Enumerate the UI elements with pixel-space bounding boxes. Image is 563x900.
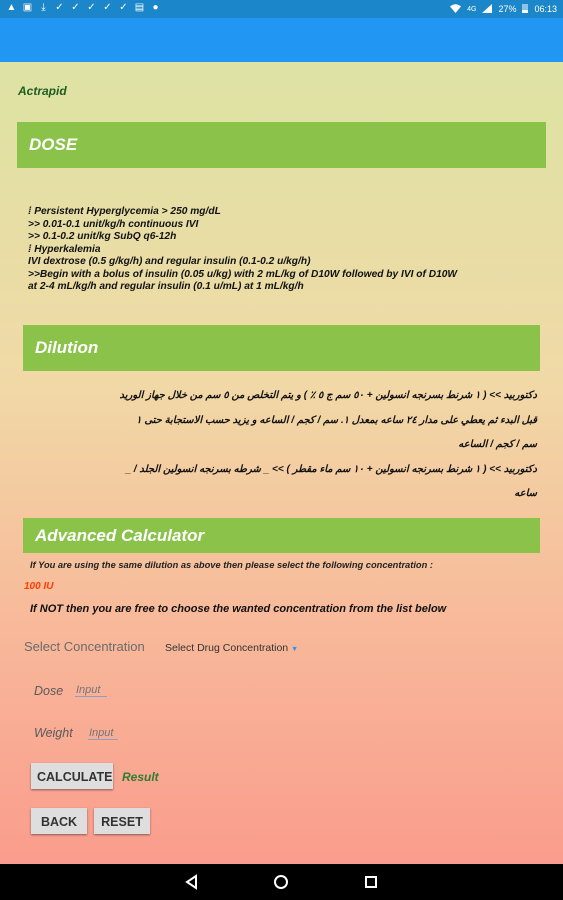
advanced-section-header <box>23 518 540 553</box>
dose-line: >>Begin with a bolus of insulin (0.05 u/kg) with 2 mL/kg of D10W followed by IVI of D10W <box>28 268 458 280</box>
battery-icon <box>522 3 528 15</box>
dilution-line: قبل البدء ثم يعطي على مدار ٢٤ ساعه بمعدل ١. سم / كجم / الساعه و يزيد حسب الاستجابة حتى ١ <box>136 414 537 426</box>
shield-icon: ● <box>152 2 159 13</box>
dilution-text <box>22 384 537 507</box>
dose-text <box>28 206 548 294</box>
system-status <box>450 3 557 15</box>
image-icon: ▣ <box>22 2 33 13</box>
dose-line: >> 0.1-0.2 unit/kg SubQ q6-12h <box>28 231 177 242</box>
dilution-line: دكتوربيد >> ( ١ شرنط بسرنجه انسولين + ١٠ سم ماء مقطر ) >> _ شرطه بسرنجه انسولين الجلد / _ <box>125 463 537 475</box>
weight-label: Weight <box>34 726 73 740</box>
content-area[interactable] <box>0 62 563 864</box>
check-icon: ✓ <box>103 2 112 13</box>
dropdown-caret-icon: ▼ <box>291 646 299 653</box>
result-text: Result <box>122 770 159 784</box>
dose-section-header <box>17 122 546 168</box>
dilution-line: دكتوربيد >> ( ١ شرنط بسرنجه انسولين + ٥٠ سم ج ٥ ٪ ) و يتم التخلص من ٥ سم من خلال جهاز الوريد <box>119 390 537 401</box>
check-icon: ✓ <box>71 2 80 13</box>
dilution-section-title: Dilution <box>35 338 99 357</box>
calculate-button[interactable]: CALCULATE <box>31 763 113 789</box>
dose-input[interactable] <box>75 684 107 697</box>
weight-input[interactable] <box>88 727 118 740</box>
dose-line: >> 0.01-0.1 unit/kg/h continuous IVI <box>28 218 199 230</box>
concentration-value: 100 IU <box>24 581 54 592</box>
reset-button[interactable]: RESET <box>94 808 150 834</box>
dilution-line: ساعه <box>514 488 537 499</box>
dose-section-title: DOSE <box>29 135 78 154</box>
back-nav-icon[interactable] <box>184 874 200 890</box>
dose-line: at 2-4 mL/kg/h and regular insulin (0.1 u/mL) at 1 mL/kg/h <box>28 281 304 292</box>
dilution-section-header <box>23 325 540 371</box>
battery-percent: 27% <box>498 4 517 14</box>
dilution-line: سم / كجم / الساعه <box>458 439 537 450</box>
dose-line: IVI dextrose (0.5 g/kg/h) and regular insulin (0.1-0.2 u/kg/h) <box>28 256 311 267</box>
home-nav-icon[interactable] <box>273 874 289 890</box>
advanced-section-title: Advanced Calculator <box>35 525 205 545</box>
dose-line: ⁞ Hyperkalemia <box>28 243 101 255</box>
clock: 06:13 <box>534 4 557 14</box>
status-bar <box>0 0 563 18</box>
warning-icon: ▲ <box>6 2 17 13</box>
signal-icon <box>482 4 492 15</box>
dose-line: ⁞ Persistent Hyperglycemia > 250 mg/dL <box>28 206 221 217</box>
check-icon: ✓ <box>87 2 96 13</box>
concentration-dropdown[interactable] <box>165 642 298 654</box>
check-icon: ✓ <box>55 2 64 13</box>
navigation-bar <box>0 864 563 900</box>
back-button[interactable]: BACK <box>31 808 87 834</box>
notification-icons <box>6 2 161 13</box>
network-type: 4G <box>467 5 477 13</box>
download-icon: ⤓ <box>41 2 46 13</box>
same-dilution-note: If You are using the same dilution as above then please select the following concentration : <box>30 560 433 570</box>
select-concentration-label: Select Concentration <box>24 639 145 654</box>
recents-nav-icon[interactable] <box>363 874 379 890</box>
dose-label: Dose <box>34 684 64 698</box>
gallery-icon: ▤ <box>134 2 145 13</box>
custom-concentration-note: If NOT then you are free to choose the wanted concentration from the list below <box>30 603 447 615</box>
action-bar <box>0 18 563 62</box>
concentration-dropdown-value: Select Drug Concentration <box>165 642 289 654</box>
check-icon: ✓ <box>119 2 128 13</box>
wifi-icon <box>450 4 461 15</box>
drug-name: Actrapid <box>18 84 67 98</box>
